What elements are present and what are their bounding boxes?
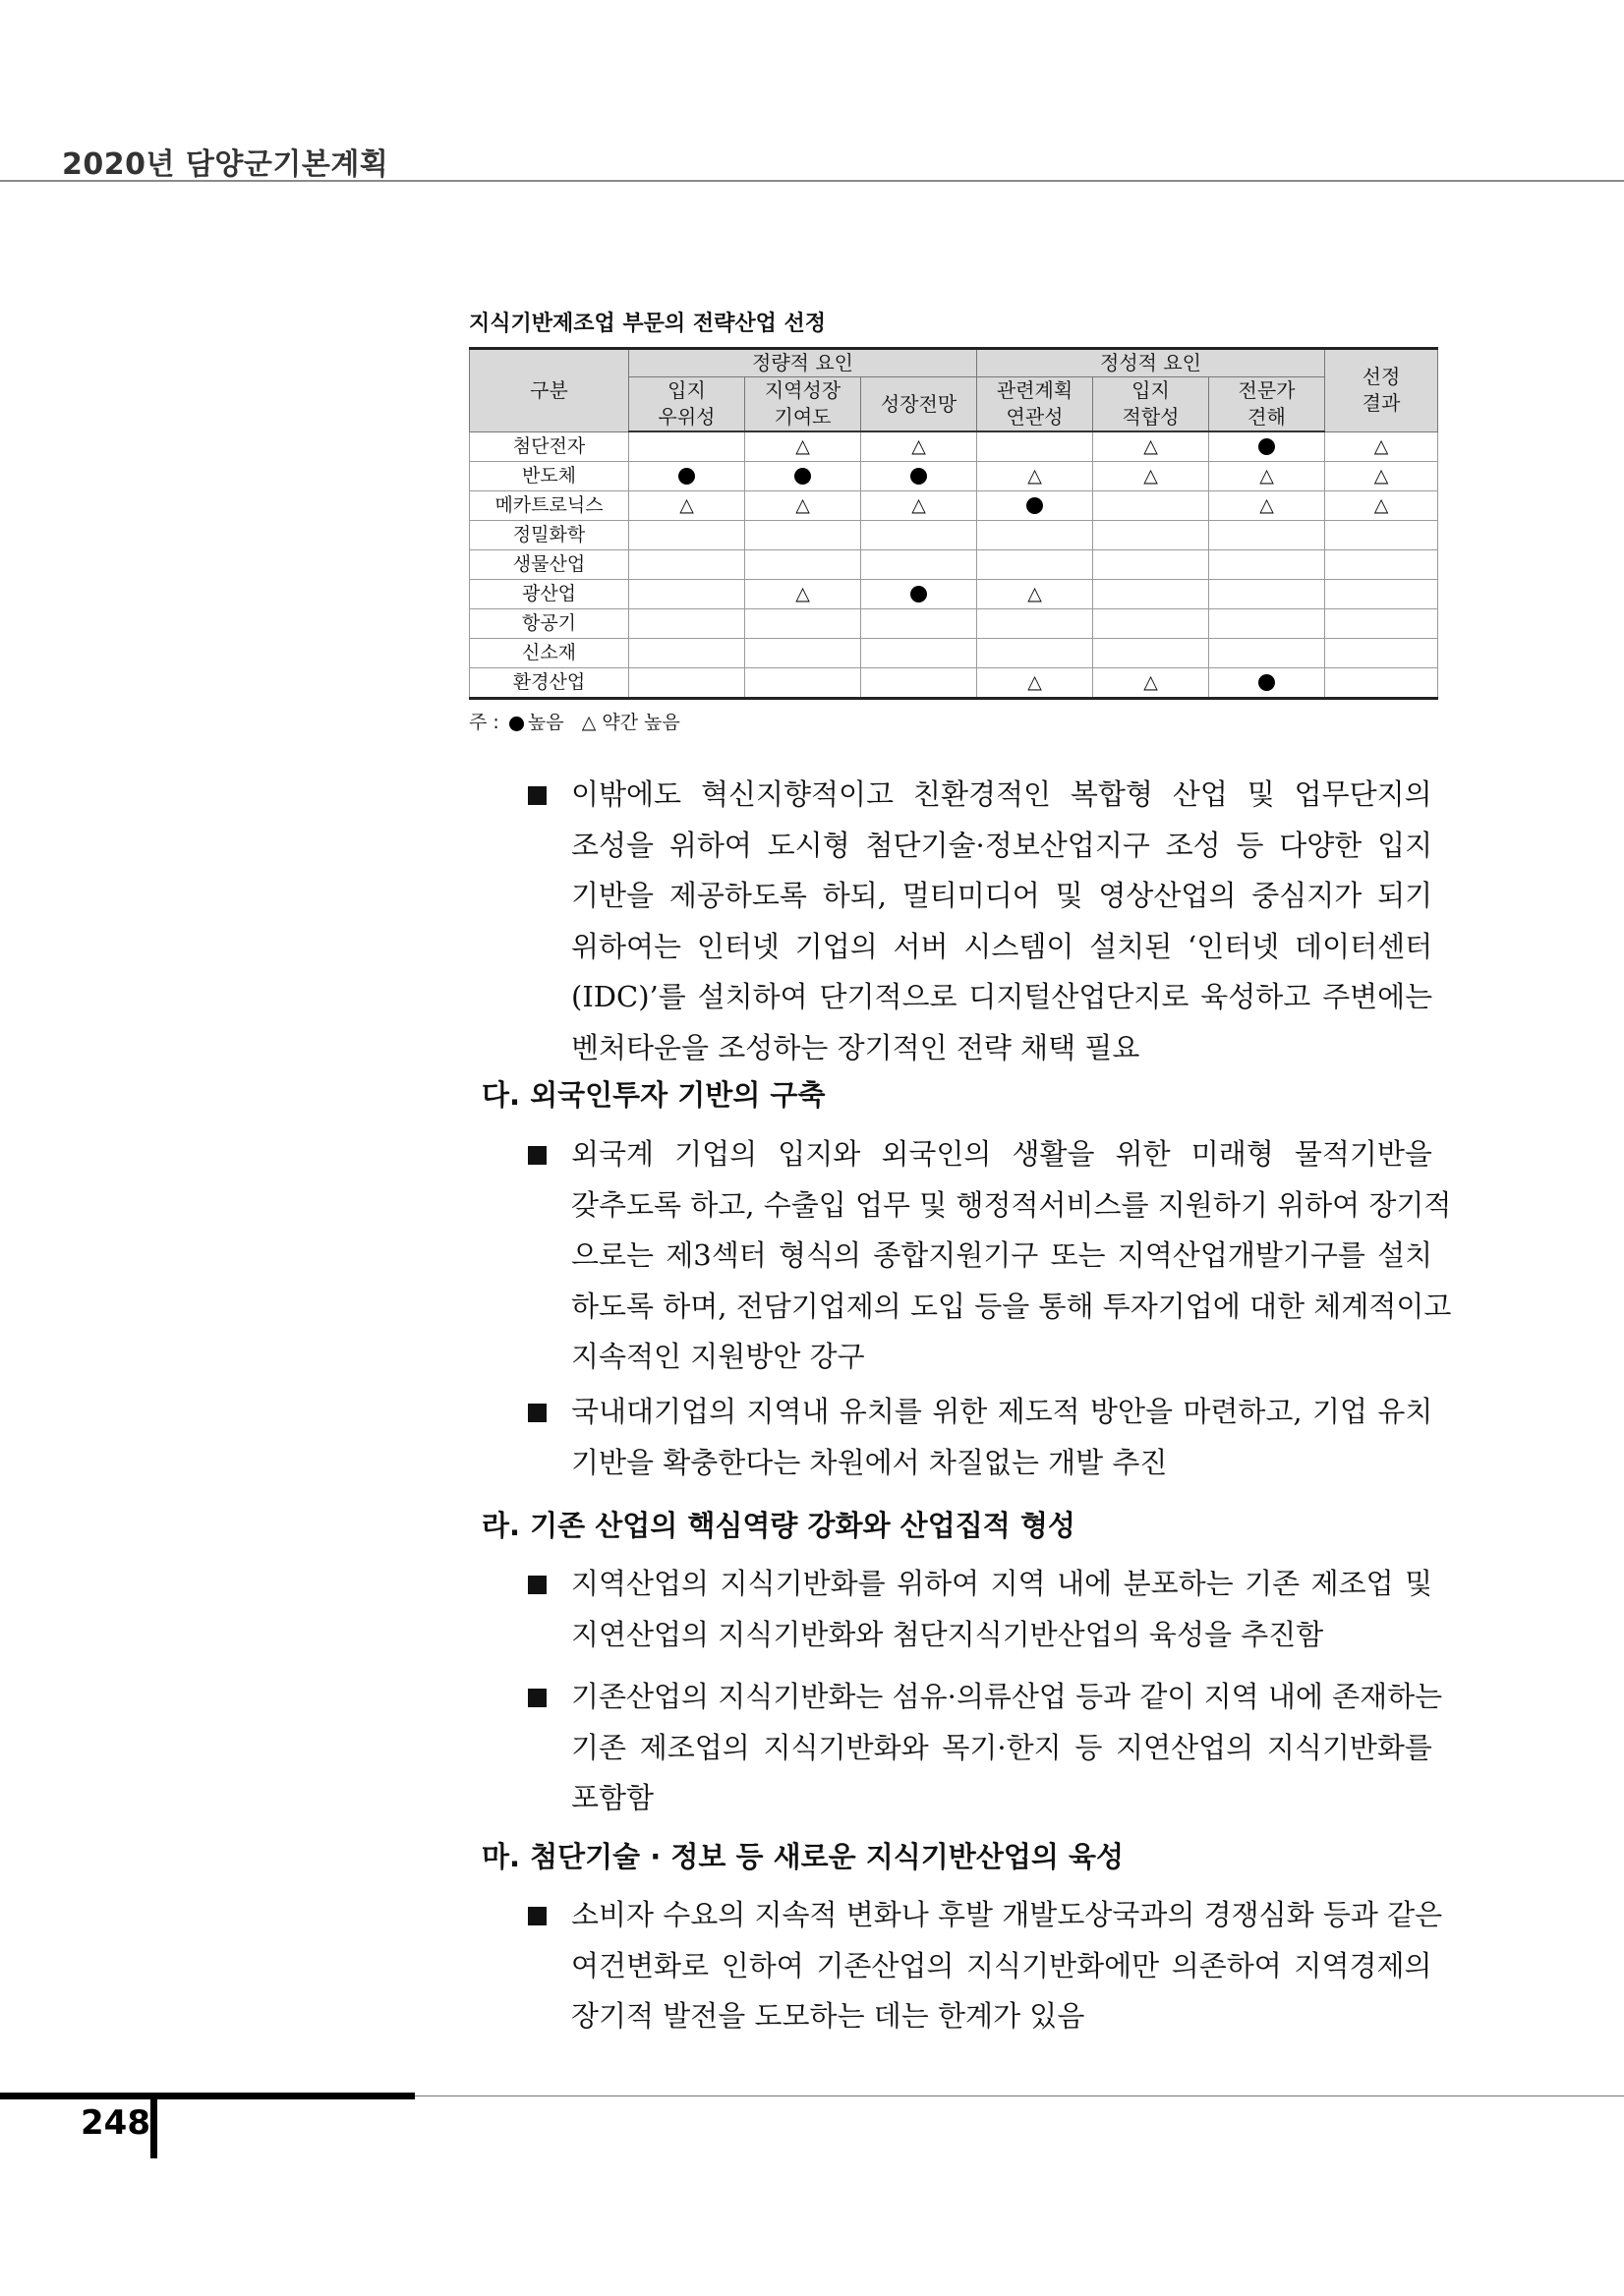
triangle-icon: △: [911, 494, 926, 516]
filled-circle-icon: [678, 468, 695, 485]
paragraph-line: 기존 제조업의 지식기반화와 목기·한지 등 지연산업의 지식기반화를: [571, 1730, 1432, 1764]
filled-circle-icon: [1026, 497, 1043, 514]
strategic-industry-table: [469, 347, 1438, 700]
row-label: 광산업: [470, 580, 629, 609]
table-cell: [861, 550, 977, 580]
paragraph-line: 지역산업의 지식기반화를 위하여 지역 내에 분포하는 기존 제조업 및: [571, 1567, 1433, 1600]
filled-circle-icon: [910, 586, 927, 603]
table-cell: [977, 521, 1093, 550]
paragraph-line: 으로는 제3섹터 형식의 종합지원기구 또는 지역산업개발기구를 설치: [571, 1238, 1433, 1272]
table-row: [470, 639, 1438, 668]
table-cell: [861, 580, 977, 609]
triangle-icon: △: [795, 583, 810, 604]
page-number-bar: [150, 2099, 157, 2158]
paragraph-line: 장기적 발전을 도모하는 데는 한계가 있음: [571, 1999, 1085, 2033]
table-cell: [977, 639, 1093, 668]
table-cell: [629, 639, 745, 668]
table-cell: [1093, 462, 1209, 491]
paragraph-line: 이밖에도 혁신지향적이고 친환경적인 복합형 산업 및 업무단지의: [571, 777, 1432, 811]
table-cell: [1325, 668, 1438, 699]
table-cell: [1093, 431, 1209, 462]
header-result: [1325, 349, 1438, 432]
paragraph-line: 지속적인 지원방안 강구: [571, 1340, 865, 1373]
heading-da: 다. 외국인투자 기반의 구축: [482, 1078, 826, 1112]
table-cell: [1325, 580, 1438, 609]
table-cell: [977, 491, 1093, 521]
paragraph-line: 기반을 확충한다는 차원에서 차질없는 개발 추진: [571, 1445, 1168, 1479]
page-number: 248: [81, 2103, 150, 2143]
table-cell: [977, 550, 1093, 580]
header-category: 구분: [470, 349, 629, 432]
triangle-icon: △: [911, 435, 926, 457]
table-cell: [861, 521, 977, 550]
row-label: 정밀화학: [470, 521, 629, 550]
table-cell: [629, 668, 745, 699]
footer-thick-rule: [0, 2093, 415, 2099]
triangle-icon: △: [1143, 465, 1158, 487]
table-cell: [629, 550, 745, 580]
table-cell: [1325, 462, 1438, 491]
note-high-label: 높음: [527, 712, 564, 733]
table-cell: [1325, 639, 1438, 668]
paragraph-line: 지연산업의 지식기반화와 첨단지식기반산업의 육성을 추진함: [571, 1617, 1324, 1651]
triangle-icon: △: [1259, 494, 1274, 516]
table-cell: [977, 609, 1093, 639]
table-body: [470, 431, 1438, 699]
subheader-plan-relevance: 관련계획 연관성: [977, 377, 1093, 432]
triangle-icon: △: [679, 494, 694, 516]
paragraph-line: (IDC)’를 설치하여 단기적으로 디지털산업단지로 육성하고 주변에는: [571, 980, 1433, 1013]
table-cell: [977, 580, 1093, 609]
table-cell: [861, 431, 977, 462]
table-cell: [977, 431, 1093, 462]
row-label: 생물산업: [470, 550, 629, 580]
triangle-icon: △: [1027, 671, 1042, 693]
table-cell: [1325, 609, 1438, 639]
note-mid-label: 약간 높음: [602, 712, 680, 733]
table-row: [470, 431, 1438, 462]
table-cell: [745, 639, 861, 668]
table-cell: [977, 668, 1093, 699]
table-cell: [1209, 550, 1325, 580]
row-label: 반도체: [470, 462, 629, 491]
subheader-location-advantage: 입지 우위성: [629, 377, 745, 432]
table-cell: [745, 431, 861, 462]
subheader-growth-outlook: 성장전망: [861, 377, 977, 432]
header-qualitative: 정성적 요인: [977, 349, 1325, 377]
heading-ra: 라. 기존 산업의 핵심역량 강화와 산업집적 형성: [482, 1509, 1075, 1542]
paragraph-line: 외국계 기업의 입지와 외국인의 생활을 위한 미래형 물적기반을: [571, 1137, 1432, 1171]
table-cell: [1093, 521, 1209, 550]
note-prefix: 주 :: [469, 712, 499, 733]
triangle-icon: △: [795, 435, 810, 457]
square-bullet-icon: [528, 1907, 547, 1925]
table-cell: [1209, 491, 1325, 521]
table-cell: [629, 431, 745, 462]
running-header-title: 2020년 담양군기본계획: [62, 147, 389, 182]
table-cell: [1325, 431, 1438, 462]
table-cell: [629, 462, 745, 491]
table-cell: [1209, 668, 1325, 699]
table-cell: [1209, 580, 1325, 609]
table-row: [470, 550, 1438, 580]
filled-circle-icon: [1258, 438, 1275, 455]
table-cell: [861, 462, 977, 491]
table-cell: [861, 668, 977, 699]
paragraph-line: 여건변화로 인하여 기존산업의 지식기반화에만 의존하여 지역경제의: [571, 1948, 1432, 1982]
triangle-icon: △: [1143, 671, 1158, 693]
paragraph-line: 기존산업의 지식기반화는 섬유·의류산업 등과 같이 지역 내에 존재하는: [571, 1680, 1443, 1713]
table-cell: [629, 491, 745, 521]
table-cell: [861, 639, 977, 668]
paragraph-line: 포함함: [571, 1781, 655, 1814]
triangle-icon: △: [1373, 434, 1389, 457]
triangle-icon: △: [581, 712, 597, 733]
table-cell: [629, 580, 745, 609]
filled-circle-icon: [509, 717, 524, 731]
row-label: 첨단전자: [470, 431, 629, 462]
paragraph-line: 위하여는 인터넷 기업의 서버 시스템이 설치된 ‘인터넷 데이터센터: [571, 929, 1433, 963]
table-cell: [861, 491, 977, 521]
table-cell: [1093, 668, 1209, 699]
table-cell: [1325, 491, 1438, 521]
paragraph-line: 하도록 하며, 전담기업제의 도입 등을 통해 투자기업에 대한 체계적이고: [571, 1289, 1452, 1323]
paragraph-line: 소비자 수요의 지속적 변화나 후발 개발도상국과의 경쟁심화 등과 같은: [571, 1898, 1443, 1931]
table-cell: [745, 580, 861, 609]
subheader-expert-opinion: 전문가 견해: [1209, 377, 1325, 432]
table-cell: [1209, 639, 1325, 668]
header-result-line1: 선정: [1362, 365, 1401, 389]
triangle-icon: △: [1143, 435, 1158, 457]
row-label: 신소재: [470, 639, 629, 668]
paragraph-line: 조성을 위하여 도시형 첨단기술·정보산업지구 조성 등 다양한 입지: [571, 828, 1433, 862]
table-cell: [1209, 431, 1325, 462]
table-note: [469, 708, 680, 734]
table-cell: [745, 668, 861, 699]
table-cell: [1093, 580, 1209, 609]
filled-circle-icon: [794, 468, 811, 485]
row-label: 메카트로닉스: [470, 491, 629, 521]
table-cell: [745, 609, 861, 639]
table-row: [470, 580, 1438, 609]
table-cell: [745, 491, 861, 521]
table-cell: [861, 609, 977, 639]
square-bullet-icon: [528, 1404, 547, 1422]
triangle-icon: △: [1373, 465, 1389, 487]
table-cell: [745, 550, 861, 580]
heading-ma: 마. 첨단기술 · 정보 등 새로운 지식기반산업의 육성: [482, 1840, 1124, 1873]
table-cell: [745, 462, 861, 491]
table-row: [470, 668, 1438, 699]
square-bullet-icon: [528, 1146, 547, 1165]
table-row: [470, 521, 1438, 550]
table-cell: [629, 609, 745, 639]
triangle-icon: △: [1027, 465, 1042, 487]
table-cell: [1093, 639, 1209, 668]
triangle-icon: △: [1259, 465, 1274, 487]
triangle-icon: △: [1027, 583, 1042, 604]
table-cell: [1325, 521, 1438, 550]
table-cell: [629, 521, 745, 550]
table-cell: [1093, 491, 1209, 521]
table-cell: [1209, 462, 1325, 491]
table-cell: [977, 462, 1093, 491]
table-row: [470, 491, 1438, 521]
footer-rule: [415, 2095, 1624, 2096]
table-cell: [1093, 550, 1209, 580]
filled-circle-icon: [910, 468, 927, 485]
row-label: 항공기: [470, 609, 629, 639]
triangle-icon: △: [1373, 494, 1389, 516]
header-rule: [0, 180, 1624, 182]
table-row: [470, 462, 1438, 491]
table-cell: [1209, 521, 1325, 550]
paragraph-line: 기반을 제공하도록 하되, 멀티미디어 및 영상산업의 중심지가 되기: [571, 879, 1433, 912]
paragraph-line: 갖추도록 하고, 수출입 업무 및 행정적서비스를 지원하기 위하여 장기적: [571, 1187, 1452, 1222]
paragraph-line: 국내대기업의 지역내 유치를 위한 제도적 방안을 마련하고, 기업 유치: [571, 1395, 1433, 1428]
square-bullet-icon: [528, 1576, 547, 1594]
triangle-icon: △: [795, 494, 810, 516]
table-cell: [1325, 550, 1438, 580]
table-caption: 지식기반제조업 부문의 전략산업 선정: [469, 312, 827, 336]
paragraph-line: 벤처타운을 조성하는 장기적인 전략 채택 필요: [571, 1030, 1140, 1064]
table-cell: [1209, 609, 1325, 639]
square-bullet-icon: [528, 1689, 547, 1707]
table-cell: [1093, 609, 1209, 639]
filled-circle-icon: [1258, 674, 1275, 691]
table-row: [470, 609, 1438, 639]
row-label: 환경산업: [470, 668, 629, 699]
subheader-location-fit: 입지 적합성: [1093, 377, 1209, 432]
subheader-growth-contribution: 지역성장 기여도: [745, 377, 861, 432]
square-bullet-icon: [528, 786, 547, 805]
table-cell: [745, 521, 861, 550]
header-quantitative: 정량적 요인: [629, 349, 977, 377]
header-result-line2: 결과: [1362, 391, 1401, 416]
